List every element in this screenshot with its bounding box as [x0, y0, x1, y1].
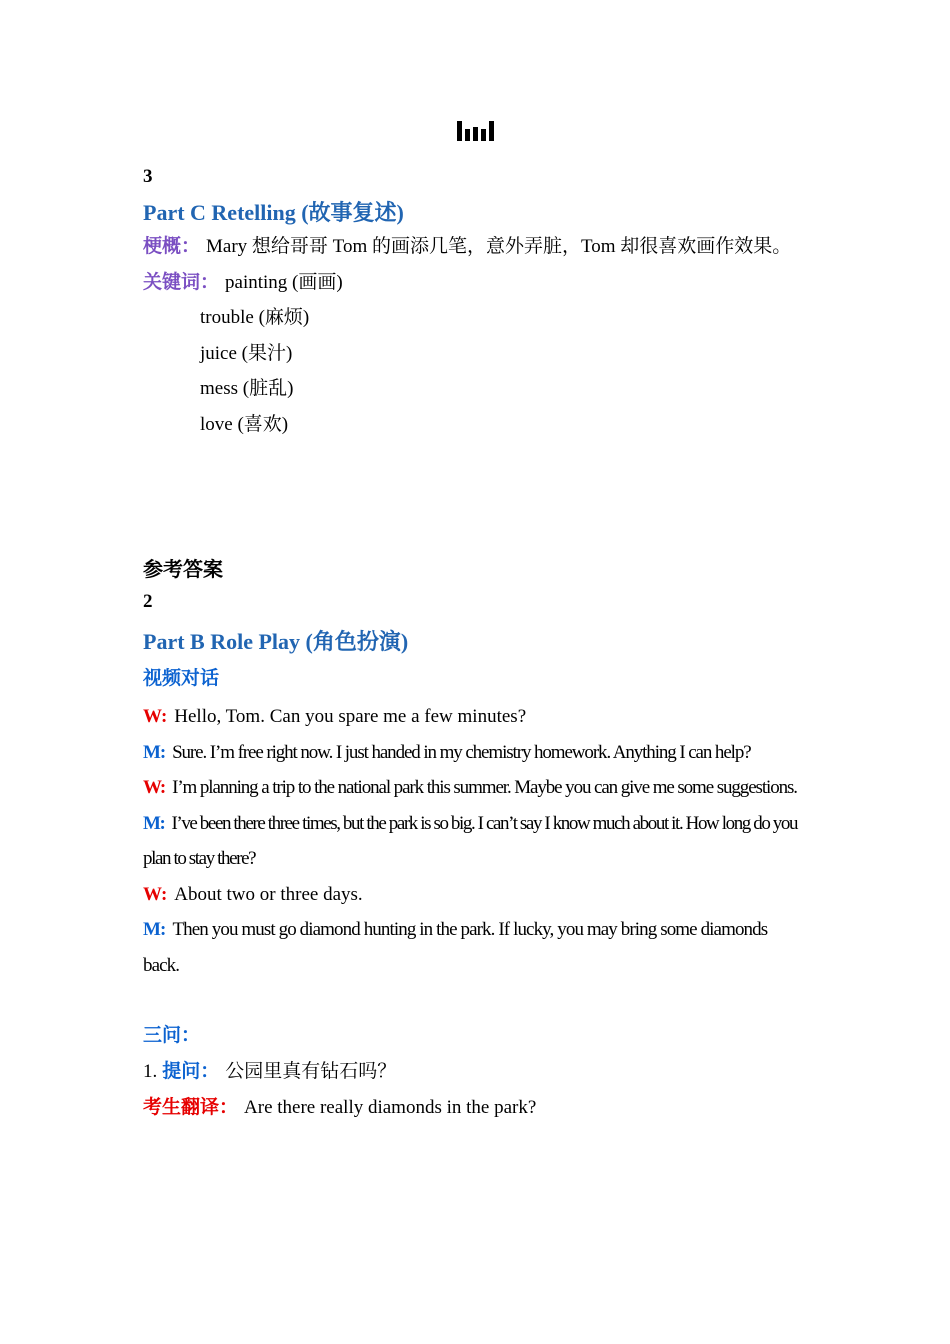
- page-header: [0, 0, 950, 141]
- ask-label: 提问：: [162, 1061, 220, 1082]
- speaker-m-label: M:: [143, 812, 165, 834]
- section-number-2: 2: [143, 591, 153, 612]
- bar-icon-segment: [481, 129, 486, 141]
- speaker-m-label: M:: [143, 741, 166, 763]
- question-number: 1.: [143, 1061, 158, 1082]
- speaker-w-label: W:: [143, 706, 168, 727]
- bar-icon-segment: [473, 127, 478, 141]
- keywords-line: [143, 265, 807, 301]
- keyword-item: juice (果汁): [200, 342, 293, 364]
- keyword-item: mess (脏乱): [200, 378, 294, 399]
- keyword-item: trouble (麻烦): [200, 307, 310, 328]
- summary-label: 梗概：: [143, 236, 201, 257]
- summary-text: Mary 想给哥哥 Tom 的画添几笔，意外弄脏，Tom 却很喜欢画作效果。: [206, 236, 792, 257]
- video-dialog-label: 视频对话: [143, 668, 220, 689]
- keywords-label: 关键词：: [143, 271, 220, 293]
- part-b-heading: Part B Role Play (角色扮演): [143, 629, 409, 654]
- bar-icon-segment: [489, 121, 494, 141]
- dialog-text: Sure. I’m free right now. I just handed in my chemistry homework. Anything I can help?: [172, 741, 751, 763]
- dialog-line: [143, 735, 807, 771]
- dialog-line: [143, 806, 807, 877]
- question-line: [143, 1054, 807, 1090]
- keyword-item: painting (画画): [225, 271, 343, 293]
- section-number-3: 3: [143, 166, 153, 187]
- dialog-text: I’ve been there three times, but the park is so big. I can’t say I know much about it. How long do you plan to stay there?: [143, 812, 798, 869]
- dialog-text: I’m planning a trip to the national park this summer. Maybe you can give me some suggestions.: [172, 777, 797, 798]
- translation-line: [143, 1090, 807, 1126]
- dialog-line: [143, 877, 807, 913]
- bar-icon-segment: [465, 129, 470, 141]
- three-questions-label: 三问：: [143, 1025, 201, 1046]
- dialog-line: [143, 912, 807, 983]
- document-content: [0, 163, 950, 1125]
- dialog-block: [143, 699, 807, 983]
- keyword-item: love (喜欢): [200, 413, 289, 435]
- ask-text: 公园里真有钻石吗？: [225, 1061, 397, 1082]
- speaker-m-label: M:: [143, 919, 166, 940]
- dialog-text: About two or three days.: [174, 883, 363, 905]
- answers-title: 参考答案: [143, 559, 223, 581]
- speaker-w-label: W:: [143, 883, 168, 905]
- dialog-line: [143, 770, 807, 806]
- question-1-block: [143, 1054, 807, 1125]
- bars-icon: [457, 121, 494, 141]
- translation-text: Are there really diamonds in the park?: [244, 1096, 537, 1118]
- translation-label: 考生翻译：: [143, 1096, 239, 1118]
- dialog-text: Hello, Tom. Can you spare me a few minutes?: [174, 706, 527, 727]
- bar-icon-segment: [457, 121, 462, 141]
- part-c-heading: Part C Retelling (故事复述): [143, 200, 404, 225]
- speaker-w-label: W:: [143, 777, 166, 798]
- dialog-text: Then you must go diamond hunting in the park. If lucky, you may bring some diamonds back.: [143, 919, 768, 976]
- dialog-line: [143, 699, 807, 735]
- summary-line: [143, 229, 807, 265]
